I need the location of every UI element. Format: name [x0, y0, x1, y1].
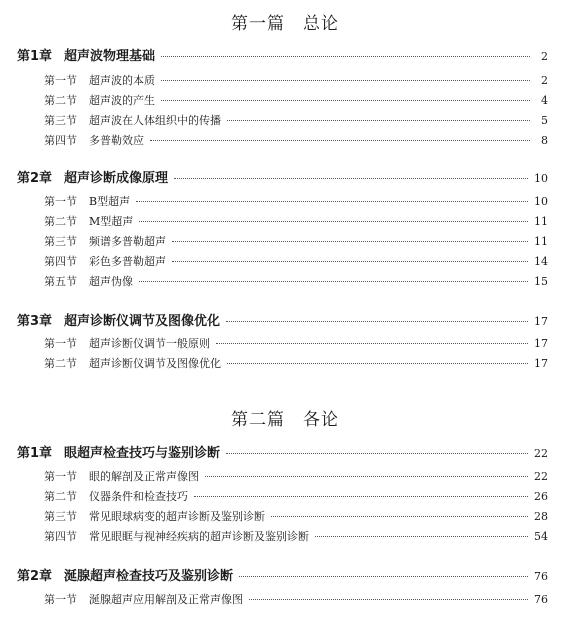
page-number: 76 — [534, 593, 548, 606]
section-title: 常见眼球病变的超声诊断及鉴别诊断 — [89, 510, 265, 523]
section-number: 第一节 — [44, 195, 77, 208]
chapter-title: 超声诊断成像原理 — [64, 171, 169, 186]
chapter-number: 第2章 — [17, 569, 53, 584]
dot-leader — [174, 178, 528, 179]
page-number: 8 — [541, 134, 548, 147]
page-number: 17 — [534, 337, 548, 350]
section-number: 第五节 — [44, 275, 77, 288]
section-number: 第三节 — [44, 235, 77, 248]
toc-section-row[interactable] — [44, 253, 548, 269]
section-number: 第二节 — [44, 490, 77, 503]
section-title: 超声诊断仪调节一般原则 — [89, 337, 210, 350]
page-number: 22 — [534, 447, 548, 460]
dot-leader — [205, 476, 528, 477]
dot-leader — [249, 599, 528, 600]
dot-leader — [139, 281, 528, 282]
toc-section-row[interactable] — [44, 92, 548, 108]
part-number: 第二篇 — [231, 410, 285, 430]
dot-leader — [227, 363, 528, 364]
section-title: 常见眼眶与视神经疾病的超声诊断及鉴别诊断 — [89, 530, 309, 543]
section-title: 眼的解剖及正常声像图 — [89, 470, 199, 483]
dot-leader — [239, 576, 528, 577]
page-number: 26 — [534, 490, 548, 503]
dot-leader — [271, 516, 528, 517]
toc-section-row[interactable] — [44, 233, 548, 249]
part-name: 总论 — [303, 14, 339, 34]
toc-section-row[interactable] — [44, 591, 548, 607]
part-number: 第一篇 — [231, 14, 285, 34]
page-number: 15 — [534, 275, 548, 288]
page-number: 28 — [534, 510, 548, 523]
toc-section-row[interactable] — [44, 355, 548, 371]
section-title: 超声伪像 — [89, 275, 133, 288]
page-number: 10 — [534, 172, 548, 185]
toc-chapter-row[interactable] — [17, 167, 548, 186]
section-title: 超声波的产生 — [89, 94, 155, 107]
toc-section-row[interactable] — [44, 488, 548, 504]
page-number: 5 — [541, 114, 548, 127]
toc-chapter-row[interactable] — [17, 565, 548, 584]
chapter-number: 第3章 — [17, 314, 53, 329]
dot-leader — [226, 321, 528, 322]
section-title: 频谱多普勒超声 — [89, 235, 166, 248]
page-number: 2 — [541, 50, 548, 63]
section-number: 第一节 — [44, 470, 77, 483]
section-number: 第四节 — [44, 530, 77, 543]
page-number: 17 — [534, 315, 548, 328]
chapter-title: 超声诊断仪调节及图像优化 — [64, 314, 221, 329]
section-title: 多普勒效应 — [89, 134, 144, 147]
dot-leader — [226, 453, 528, 454]
section-title: B型超声 — [89, 195, 131, 208]
section-number: 第四节 — [44, 134, 77, 147]
dot-leader — [172, 241, 528, 242]
section-title: 超声诊断仪调节及图像优化 — [89, 357, 221, 370]
page-number: 22 — [534, 470, 548, 483]
page-number: 76 — [534, 570, 548, 583]
toc-section-row[interactable] — [44, 72, 548, 88]
page-number: 10 — [534, 195, 548, 208]
chapter-number: 第1章 — [17, 446, 53, 461]
dot-leader — [194, 496, 528, 497]
section-number: 第一节 — [44, 337, 77, 350]
chapter-number: 第1章 — [17, 49, 53, 64]
section-title: 仪器条件和检查技巧 — [89, 490, 188, 503]
dot-leader — [161, 100, 530, 101]
toc-chapter-row[interactable] — [17, 442, 548, 461]
chapter-number: 第2章 — [17, 171, 53, 186]
section-number: 第二节 — [44, 215, 77, 228]
page-number: 54 — [534, 530, 548, 543]
toc-chapter-row[interactable] — [17, 310, 548, 329]
page-number: 11 — [534, 215, 548, 228]
toc-section-row[interactable] — [44, 193, 548, 209]
toc-section-row[interactable] — [44, 132, 548, 148]
toc-section-row[interactable] — [44, 508, 548, 524]
dot-leader — [139, 221, 528, 222]
page-number: 14 — [534, 255, 548, 268]
section-number: 第一节 — [44, 74, 77, 87]
part-title — [0, 9, 570, 34]
dot-leader — [172, 261, 528, 262]
toc-section-row[interactable] — [44, 528, 548, 544]
toc-chapter-row[interactable] — [17, 45, 548, 64]
page-number: 4 — [541, 94, 548, 107]
chapter-title: 涎腺超声检查技巧及鉴别诊断 — [64, 569, 234, 584]
section-title: 超声波的本质 — [89, 74, 155, 87]
part-title — [0, 405, 570, 430]
dot-leader — [216, 343, 528, 344]
toc-section-row[interactable] — [44, 112, 548, 128]
toc-section-row[interactable] — [44, 468, 548, 484]
section-number: 第三节 — [44, 510, 77, 523]
dot-leader — [136, 201, 528, 202]
section-number: 第四节 — [44, 255, 77, 268]
section-title: 彩色多普勒超声 — [89, 255, 166, 268]
section-title: 涎腺超声应用解剖及正常声像图 — [89, 593, 243, 606]
dot-leader — [227, 120, 530, 121]
chapter-title: 眼超声检查技巧与鉴别诊断 — [64, 446, 221, 461]
section-title: 超声波在人体组织中的传播 — [89, 114, 221, 127]
section-number: 第一节 — [44, 593, 77, 606]
page-number: 11 — [534, 235, 548, 248]
dot-leader — [161, 80, 530, 81]
section-number: 第二节 — [44, 357, 77, 370]
part-name: 各论 — [303, 410, 339, 430]
section-number: 第三节 — [44, 114, 77, 127]
dot-leader — [150, 140, 530, 141]
dot-leader — [315, 536, 528, 537]
chapter-title: 超声波物理基础 — [64, 49, 156, 64]
page-number: 2 — [541, 74, 548, 87]
section-number: 第二节 — [44, 94, 77, 107]
toc-section-row[interactable] — [44, 335, 548, 351]
toc-section-row[interactable] — [44, 273, 548, 289]
dot-leader — [161, 56, 530, 57]
section-title: M型超声 — [89, 215, 134, 228]
toc-section-row[interactable] — [44, 213, 548, 229]
page-number: 17 — [534, 357, 548, 370]
